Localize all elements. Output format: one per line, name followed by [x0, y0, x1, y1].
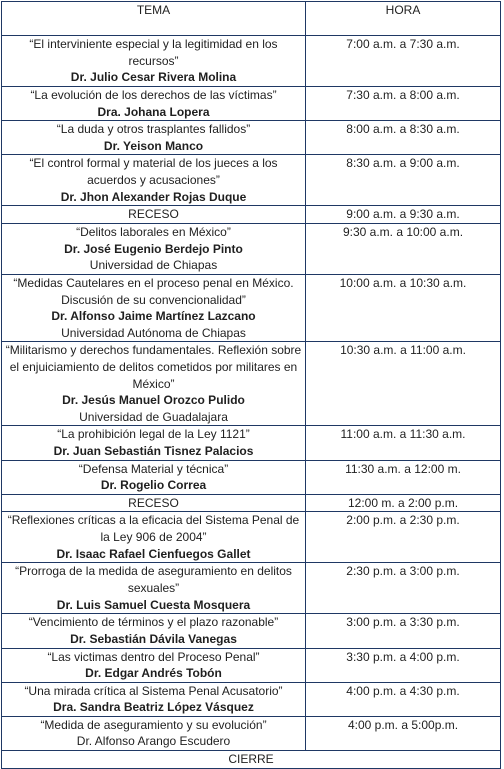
- time-cell: 10:30 a.m. a 11:00 a.m.: [306, 342, 501, 426]
- time-cell: 3:00 p.m. a 3:30 p.m.: [306, 614, 501, 648]
- time-cell: 8:00 a.m. a 8:30 a.m.: [306, 121, 501, 155]
- topic-cell: [2, 648, 306, 682]
- speaker-name: Dr. Yeison Manco: [103, 138, 204, 153]
- speaker-name: Dr. Alfonso Arango Escudero: [76, 734, 231, 749]
- topic-title: “Vencimiento de términos y el plazo razonable”: [28, 615, 279, 630]
- speaker-name: Dr. Rogelio Correa: [100, 478, 207, 493]
- header-row: [2, 2, 501, 36]
- topic-title: “Militarismo y derechos fundamentales. Reflexión sobre el enjuiciamiento de delitos cometidos por militares en México”: [5, 343, 302, 391]
- table-row: [2, 206, 501, 224]
- speaker-name: Dra. Sandra Beatriz López Vásquez: [53, 700, 254, 715]
- time-cell: 11:30 a.m. a 12:00 m.: [306, 460, 501, 494]
- schedule-table: [1, 1, 501, 769]
- topic-cell: [2, 460, 306, 494]
- time-cell: 2:00 p.m. a 2:30 p.m.: [306, 512, 501, 563]
- topic-title: “Prorroga de la medida de aseguramiento en delitos sexuales”: [15, 564, 292, 595]
- topic-cell: [2, 223, 306, 274]
- topic-title: “El interviniente especial y la legitimidad en los recursos”: [29, 37, 278, 68]
- time-cell: 12:00 m. a 2:00 p.m.: [306, 494, 501, 512]
- table-row: [2, 274, 501, 341]
- topic-title: “La duda y otros trasplantes fallidos”: [56, 122, 251, 137]
- time-cell: 4:00 p.m. a 4:30 p.m.: [306, 682, 501, 716]
- time-cell: 7:30 a.m. a 8:00 a.m.: [306, 87, 501, 121]
- topic-cell: [2, 426, 306, 460]
- topic-cell: [2, 716, 306, 750]
- speaker-name: Dr. Jesús Manuel Orozco Pulido: [62, 393, 245, 408]
- table-row: [2, 494, 501, 512]
- topic-cell: [2, 121, 306, 155]
- table-row: [2, 563, 501, 614]
- topic-title: “Medida de aseguramiento y su evolución”: [40, 717, 267, 732]
- table-row: [2, 682, 501, 716]
- topic-title: “Reflexiones críticas a la eficacia del Sistema Penal de la Ley 906 de 2004”: [7, 513, 300, 544]
- institution-name: Universidad Autónoma de Chiapas: [61, 325, 246, 340]
- table-row: [2, 342, 501, 426]
- time-cell: 9:30 a.m. a 10:00 a.m.: [306, 223, 501, 274]
- time-cell: 11:00 a.m. a 11:30 a.m.: [306, 426, 501, 460]
- institution-name: Universidad de Chiapas: [89, 258, 218, 273]
- header-tema: TEMA: [2, 2, 306, 36]
- speaker-name: Dr. Alfonso Jaime Martínez Lazcano: [51, 309, 256, 324]
- topic-cell: [2, 342, 306, 426]
- time-cell: 2:30 p.m. a 3:00 p.m.: [306, 563, 501, 614]
- topic-cell: [2, 682, 306, 716]
- table-row: [2, 614, 501, 648]
- topic-cell: [2, 87, 306, 121]
- table-row: [2, 87, 501, 121]
- topic-title: “La prohibición legal de la Ley 1121”: [57, 427, 250, 442]
- topic-cell: [2, 36, 306, 87]
- speaker-name: Dr. Jhon Alexander Rojas Duque: [60, 189, 247, 204]
- topic-title: “El control formal y material de los jueces a los acuerdos y acusaciones”: [29, 156, 278, 187]
- topic-title: “La evolución de los derechos de las víctimas”: [30, 88, 277, 102]
- topic-title: “Delitos laborales en México”: [76, 224, 231, 239]
- institution-name: Universidad de Guadalajara: [79, 409, 228, 424]
- topic-title: “Las victimas dentro del Proceso Penal”: [47, 649, 260, 664]
- table-row: [2, 512, 501, 563]
- table-row: [2, 121, 501, 155]
- topic-cell: [2, 155, 306, 206]
- topic-cell: [2, 512, 306, 563]
- table-row: [2, 648, 501, 682]
- table-row: [2, 716, 501, 750]
- footer-row: [2, 751, 501, 769]
- header-hora: HORA: [306, 2, 501, 36]
- topic-title: “Defensa Material y técnica”: [78, 461, 229, 476]
- break-cell: RECESO: [2, 494, 306, 512]
- closing-cell: CIERRE: [2, 751, 501, 769]
- time-cell: 8:30 a.m. a 9:00 a.m.: [306, 155, 501, 206]
- table-row: [2, 460, 501, 494]
- table-row: [2, 223, 501, 274]
- topic-cell: [2, 614, 306, 648]
- speaker-name: Dr. Sebastián Dávila Vanegas: [70, 631, 237, 646]
- time-cell: 9:00 a.m. a 9:30 a.m.: [306, 206, 501, 224]
- topic-title: “Una mirada crítica al Sistema Penal Acusatorio”: [24, 683, 283, 698]
- speaker-name: Dr. José Eugenio Berdejo Pinto: [64, 241, 243, 256]
- topic-cell: [2, 563, 306, 614]
- speaker-name: Dr. Luis Samuel Cuesta Mosquera: [56, 597, 251, 612]
- time-cell: 10:00 a.m. a 10:30 a.m.: [306, 274, 501, 341]
- break-cell: RECESO: [2, 206, 306, 224]
- time-cell: 4:00 p.m. a 5:00p.m.: [306, 716, 501, 750]
- time-cell: 7:00 a.m. a 7:30 a.m.: [306, 36, 501, 87]
- time-cell: 3:30 p.m. a 4:00 p.m.: [306, 648, 501, 682]
- topic-title: “Medidas Cautelares en el proceso penal en México. Discusión de su convencionalidad”: [13, 275, 294, 307]
- speaker-name: Dra. Johana Lopera: [97, 104, 210, 119]
- speaker-name: Dr. Juan Sebastián Tisnez Palacios: [53, 443, 254, 458]
- table-row: [2, 426, 501, 460]
- speaker-name: Dr. Isaac Rafael Cienfuegos Gallet: [56, 546, 251, 561]
- speaker-name: Dr. Julio Cesar Rivera Molina: [70, 70, 237, 85]
- speaker-name: Dr. Edgar Andrés Tobón: [85, 666, 222, 681]
- table-row: [2, 155, 501, 206]
- table-row: [2, 36, 501, 87]
- topic-cell: [2, 274, 306, 341]
